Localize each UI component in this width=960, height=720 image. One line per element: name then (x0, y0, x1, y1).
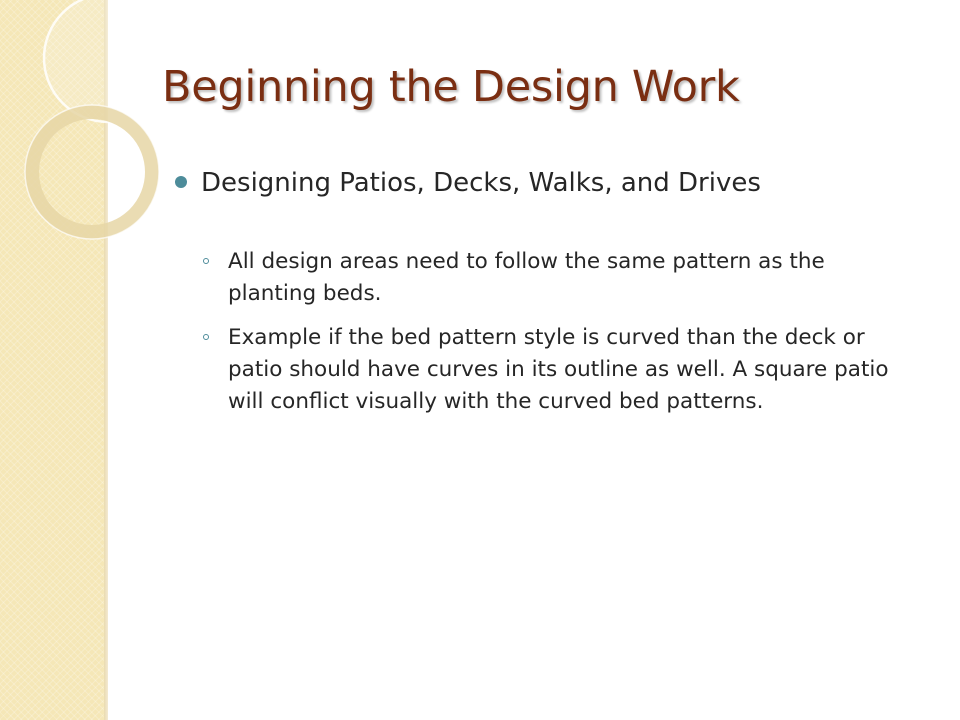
ring-bullet-icon (203, 258, 209, 264)
bullet-dot-icon (175, 176, 187, 188)
slide-body (175, 164, 935, 430)
sub-bullet-item (201, 246, 918, 310)
sub-bullet-list (175, 246, 935, 418)
decorative-ring (32, 112, 152, 232)
ring-bullet-icon (203, 334, 209, 340)
decorative-circle-large (44, 0, 172, 122)
slide-title: Beginning the Design Work (162, 62, 740, 112)
sub-bullet-text: Example if the bed pattern style is curved than the deck or patio should have curves in its outline as well. A square patio will conflict visually with the curved bed patterns. (228, 325, 889, 414)
decorative-ring-highlight (25, 105, 159, 239)
decorative-circles (0, 0, 200, 260)
sub-bullet-text: All design areas need to follow the same pattern as the planting beds. (228, 249, 825, 306)
bullet-text: Designing Patios, Decks, Walks, and Drives (201, 168, 761, 198)
sub-bullet-item (201, 322, 918, 418)
bullet-item (175, 164, 935, 202)
